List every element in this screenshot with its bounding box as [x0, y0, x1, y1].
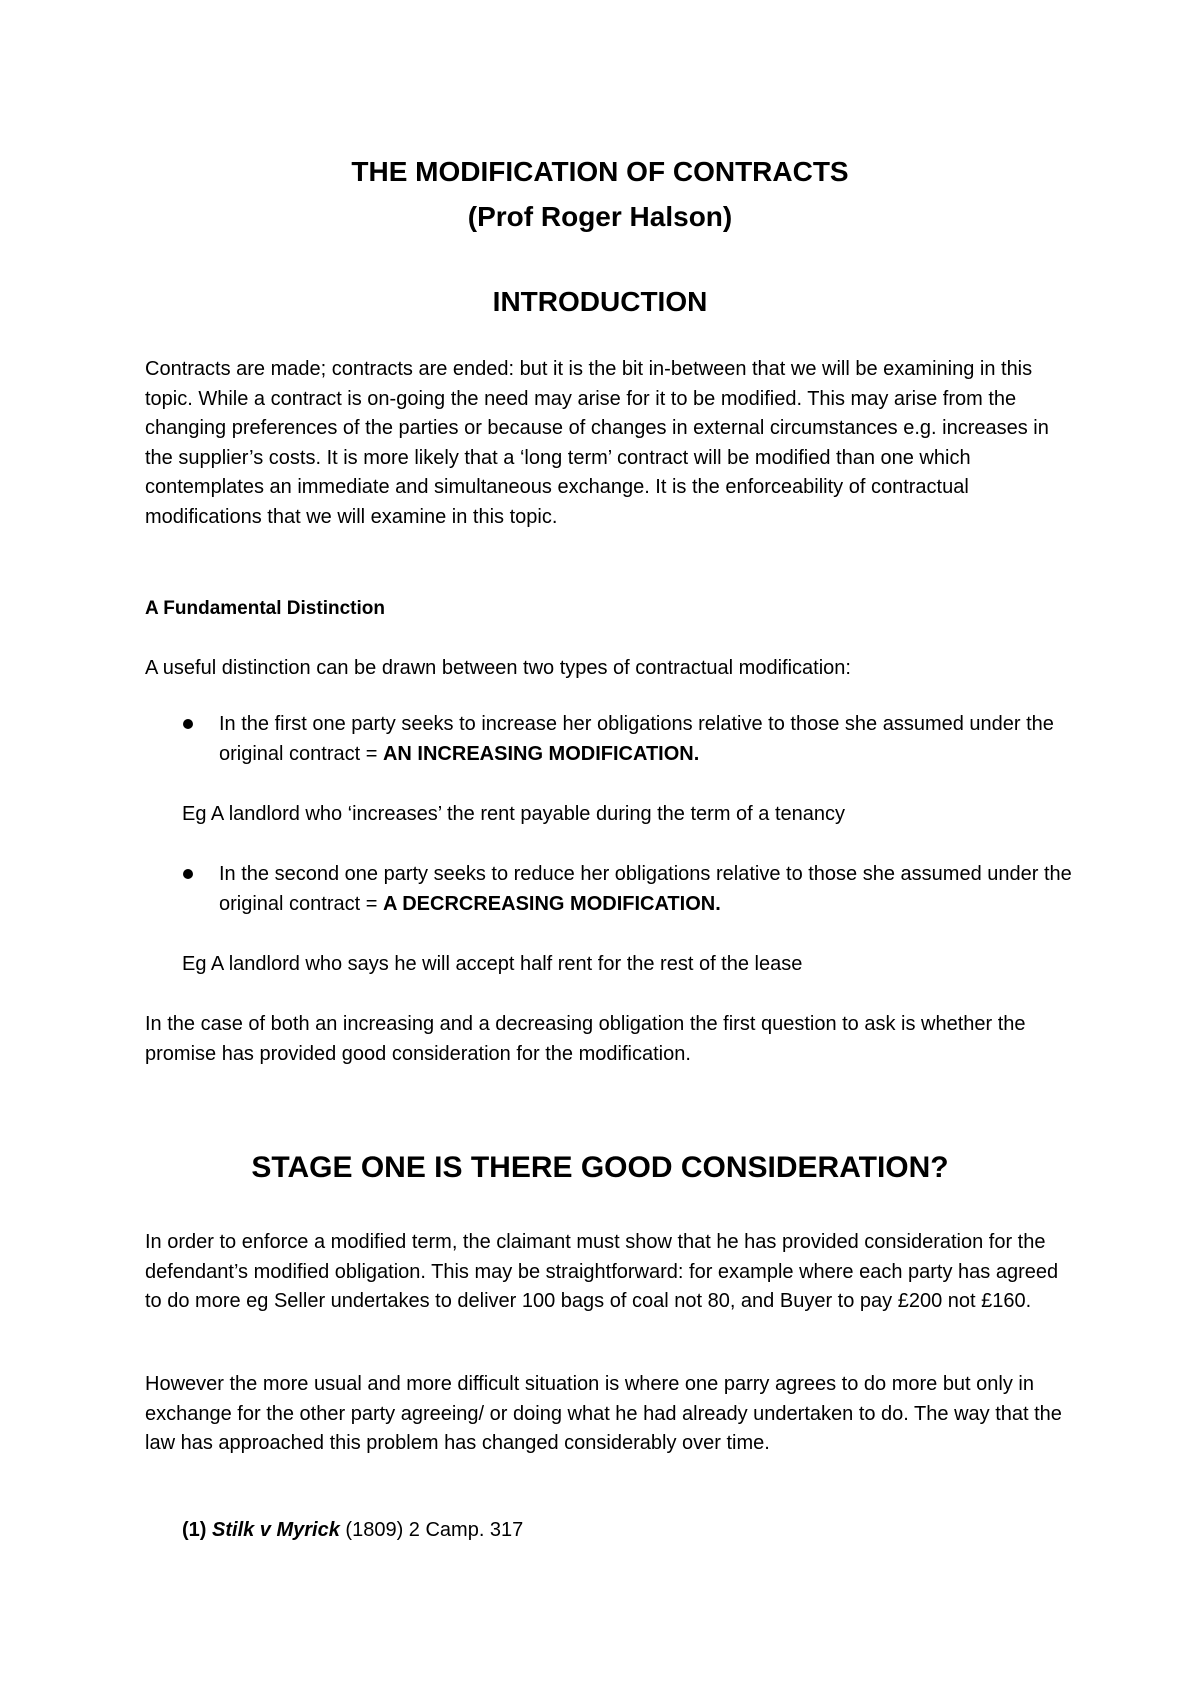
bullet-text: In the second one party seeks to reduce her obligations relative to those she assumed under the original contract =: [219, 863, 1072, 915]
bullet-decreasing: [219, 860, 1099, 919]
bullet-icon: [183, 719, 193, 729]
bullet-increasing: [219, 710, 1099, 769]
case-citation: (1809) 2 Camp. 317: [339, 1519, 524, 1541]
bullet-emphasis: A DECRCREASING MODIFICATION.: [382, 892, 721, 915]
document-title: THE MODIFICATION OF CONTRACTS: [351, 156, 849, 187]
both-paragraph: In the case of both an increasing and a decreasing obligation the first question to ask is whether the promise has provided good consideration for the modification.: [145, 1013, 1026, 1065]
intro-heading: INTRODUCTION: [492, 286, 708, 317]
case-name: Stilk v Myrick: [212, 1519, 340, 1541]
example-decreasing: Eg A landlord who says he will accept half rent for the rest of the lease: [182, 953, 803, 975]
document-author: (Prof Roger Halson): [467, 201, 733, 232]
bullet-text: In the first one party seeks to increase her obligations relative to those she assumed under the original contract =: [219, 713, 1054, 765]
distinction-intro: A useful distinction can be drawn between two types of contractual modification:: [145, 657, 851, 679]
bullet-emphasis: AN INCREASING MODIFICATION.: [382, 742, 700, 765]
stage-paragraph-2: However the more usual and more difficult situation is where one parry agrees to do more but only in exchange for the other party agreeing/ or doing what he had already undertaken to do. The way that the law has approached this problem has changed considerably over time.: [145, 1373, 1062, 1454]
intro-paragraph: Contracts are made; contracts are ended: but it is the bit in-between that we will be examining in this topic. While a contract is on-going the need may arise for it to be modified. This may arise from the changing preferences of the parties or because of changes in external circumstances e.g. increases in the supplier’s costs. It is more likely that a ‘long term’ contract will be modified than one which contemplates an immediate and simultaneous exchange. It is the enforceability of contractual modifications that we will examine in this topic.: [145, 358, 1049, 528]
example-increasing: Eg A landlord who ‘increases’ the rent payable during the term of a tenancy: [182, 803, 845, 825]
stage-one-heading: STAGE ONE IS THERE GOOD CONSIDERATION?: [251, 1151, 949, 1184]
case-number: (1): [182, 1519, 207, 1541]
case-reference: [182, 1516, 523, 1546]
section-subheading: A Fundamental Distinction: [145, 598, 385, 619]
bullet-icon: [183, 869, 193, 879]
stage-paragraph-1: In order to enforce a modified term, the claimant must show that he has provided consideration for the defendant’s modified obligation. This may be straightforward: for example where each party has agreed to do more eg Seller undertakes to deliver 100 bags of coal not 80, and Buyer to pay £200 not £160.: [145, 1231, 1059, 1312]
